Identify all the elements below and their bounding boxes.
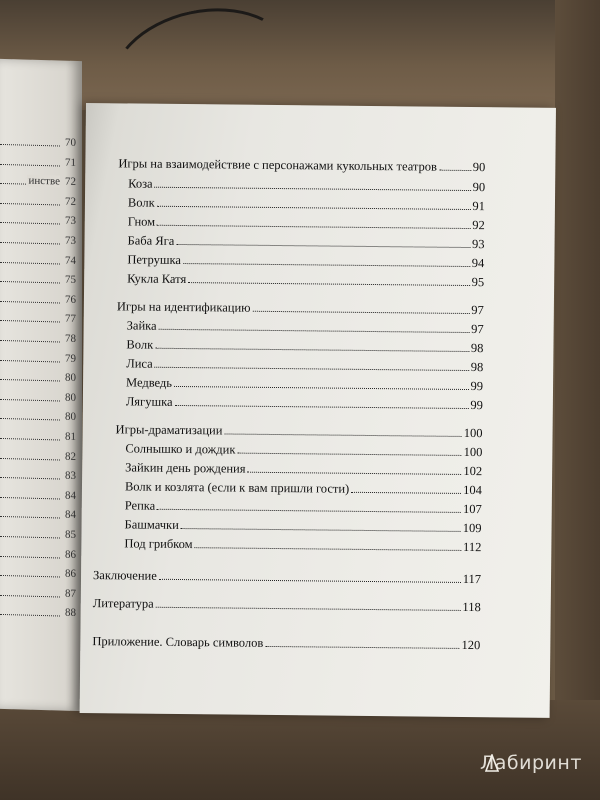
toc-entry-title: Репка bbox=[124, 498, 156, 513]
toc-entry bbox=[127, 230, 484, 252]
toc-entry bbox=[117, 296, 484, 318]
dot-leader bbox=[0, 536, 60, 539]
dot-leader bbox=[0, 595, 60, 598]
left-page-entry bbox=[0, 174, 82, 190]
left-page-entry-page: 80 bbox=[65, 411, 76, 424]
dot-leader bbox=[0, 438, 60, 441]
dot-leader bbox=[157, 225, 470, 229]
left-page-entry-page: 86 bbox=[65, 548, 76, 561]
dot-leader bbox=[237, 453, 461, 456]
dot-leader bbox=[0, 222, 60, 225]
toc-entry-title: Волк и козлята (если к вам пришли гости) bbox=[124, 479, 350, 496]
left-page-entry-page: 80 bbox=[65, 391, 76, 404]
left-page-entry-page: 80 bbox=[65, 371, 76, 385]
dot-leader bbox=[188, 282, 469, 286]
desk-background-top bbox=[0, 0, 600, 110]
toc-entry-title: Лягушка bbox=[125, 394, 173, 409]
left-page-entry-page: 72 bbox=[65, 175, 76, 189]
left-page-entry-page: 84 bbox=[65, 509, 76, 522]
toc-entry-page: 93 bbox=[471, 237, 485, 252]
left-page-entry-page: 75 bbox=[65, 273, 76, 287]
left-page-entry-page: 73 bbox=[65, 215, 76, 228]
toc-entry-page: 98 bbox=[470, 360, 484, 375]
toc-entry-title: Медведь bbox=[126, 375, 173, 390]
toc-entry bbox=[126, 353, 483, 375]
dot-leader bbox=[0, 144, 60, 147]
toc-entry-title: Волк bbox=[126, 337, 154, 352]
toc-entry-title: Коза bbox=[128, 176, 153, 191]
dot-leader bbox=[155, 367, 469, 371]
toc-entry-page: 90 bbox=[472, 180, 486, 195]
left-page-entry-page: 81 bbox=[65, 430, 76, 443]
dot-leader bbox=[252, 311, 469, 314]
left-page-entry-page: 70 bbox=[65, 136, 76, 149]
toc-entry bbox=[125, 438, 482, 460]
left-page-entry-page: 71 bbox=[65, 156, 76, 169]
left-page-entry bbox=[0, 351, 82, 367]
dot-leader bbox=[0, 242, 60, 245]
dot-leader bbox=[0, 477, 60, 480]
toc-entry-page: 90 bbox=[472, 160, 486, 175]
dot-leader bbox=[155, 348, 469, 352]
dot-leader bbox=[174, 386, 469, 390]
watermark: Лабиринт bbox=[480, 752, 582, 774]
dot-leader bbox=[181, 528, 461, 532]
toc-entry bbox=[128, 211, 485, 233]
left-page-entry bbox=[0, 311, 82, 327]
toc-entry bbox=[127, 315, 484, 337]
toc-entry-page: 120 bbox=[461, 637, 481, 653]
toc-entry-page: 100 bbox=[463, 425, 483, 441]
toc-entry bbox=[93, 593, 481, 615]
toc-entry-page: 97 bbox=[471, 303, 484, 318]
left-page-entry bbox=[0, 429, 82, 445]
left-page-entry bbox=[0, 253, 82, 269]
left-page-entry bbox=[0, 370, 82, 386]
toc-entry-title: Кукла Катя bbox=[127, 271, 187, 287]
left-page-entry bbox=[0, 507, 82, 523]
dot-leader bbox=[0, 203, 60, 206]
dot-leader bbox=[195, 547, 461, 551]
toc-entry-title: Зайка bbox=[126, 318, 157, 333]
toc-entry bbox=[125, 457, 482, 479]
dot-leader bbox=[157, 206, 471, 210]
toc-entry-title: Заключение bbox=[92, 568, 157, 583]
desk-background-right bbox=[555, 0, 600, 800]
left-page-entry bbox=[0, 449, 82, 465]
toc-entry-title: Литература bbox=[92, 596, 154, 611]
dot-leader bbox=[0, 360, 60, 363]
left-page-entry bbox=[0, 233, 82, 249]
toc-entry bbox=[126, 334, 483, 356]
toc-entry-title: Зайкин день рождения bbox=[125, 460, 246, 476]
toc-entry-page: 94 bbox=[471, 256, 485, 271]
toc-entry-page: 97 bbox=[471, 322, 484, 337]
toc-entry-title: Под грибком bbox=[124, 536, 193, 552]
dot-leader bbox=[0, 458, 60, 461]
left-page-entry bbox=[0, 605, 82, 621]
toc-entry bbox=[126, 372, 483, 394]
book-page bbox=[80, 103, 556, 718]
toc-entry bbox=[125, 495, 482, 517]
left-page-entry bbox=[0, 586, 82, 602]
dot-leader bbox=[183, 263, 470, 267]
dot-leader bbox=[159, 329, 470, 333]
toc-entry-page: 117 bbox=[462, 571, 482, 587]
left-page-entry-page: 82 bbox=[65, 450, 76, 463]
left-page-entry-page: 87 bbox=[65, 587, 76, 600]
dot-leader bbox=[0, 262, 60, 265]
left-page-entry-page: 72 bbox=[65, 195, 76, 208]
left-page-entry bbox=[0, 213, 82, 229]
toc-entry bbox=[128, 173, 485, 195]
toc-entry-title: Игры на идентификацию bbox=[116, 299, 251, 315]
dot-leader bbox=[0, 301, 60, 304]
toc-entry bbox=[128, 192, 485, 214]
toc-entry bbox=[116, 419, 483, 441]
toc-entry bbox=[126, 391, 483, 413]
dot-leader bbox=[0, 418, 60, 421]
dot-leader bbox=[0, 575, 60, 578]
toc-entry-title: Игры-драматизации bbox=[115, 422, 223, 438]
left-page bbox=[0, 59, 82, 711]
toc-entry-page: 104 bbox=[463, 482, 483, 498]
left-page-entry-page: 84 bbox=[65, 489, 76, 502]
toc-entry-page: 107 bbox=[462, 501, 482, 517]
dot-leader bbox=[157, 509, 461, 513]
left-page-entry bbox=[0, 527, 82, 543]
dot-leader bbox=[175, 405, 469, 409]
dot-leader bbox=[0, 340, 60, 343]
dot-leader bbox=[248, 472, 462, 475]
left-page-entry bbox=[0, 566, 82, 582]
toc-entry-page: 99 bbox=[470, 379, 484, 394]
dot-leader bbox=[0, 320, 60, 323]
left-page-entry-page: 73 bbox=[65, 234, 76, 247]
toc-entry bbox=[124, 533, 481, 555]
dot-leader bbox=[0, 614, 60, 617]
left-page-entry-page: 78 bbox=[65, 332, 76, 345]
left-page-entry-text: инстве bbox=[28, 174, 60, 188]
toc-entry-page: 112 bbox=[463, 539, 482, 555]
toc-entry-title: Игры на взаимодействие с персонажами кукольных театров bbox=[118, 156, 438, 174]
dot-leader bbox=[155, 187, 471, 191]
left-page-entry bbox=[0, 409, 82, 425]
left-page-entry bbox=[0, 547, 82, 563]
toc-entry bbox=[125, 514, 482, 536]
dot-leader bbox=[159, 579, 461, 583]
toc-entry-page: 102 bbox=[463, 463, 483, 479]
dot-leader bbox=[0, 379, 60, 382]
toc-entry-title: Приложение. Словарь символов bbox=[92, 634, 264, 650]
dot-leader bbox=[176, 244, 470, 248]
toc-entry-page: 109 bbox=[462, 520, 482, 536]
left-page-entry-page: 88 bbox=[65, 607, 76, 620]
toc-entry-page: 118 bbox=[462, 599, 481, 615]
left-page-entry bbox=[0, 135, 82, 151]
toc-entry bbox=[127, 249, 484, 271]
left-page-entry-page: 83 bbox=[65, 469, 76, 483]
left-page-entry bbox=[0, 488, 82, 504]
dot-leader bbox=[0, 164, 60, 167]
toc-entry bbox=[127, 268, 484, 290]
toc-entry-page: 99 bbox=[470, 398, 483, 413]
toc-entry-title: Гном bbox=[127, 214, 156, 229]
toc-entry-title: Солнышко и дождик bbox=[125, 441, 236, 457]
toc-entry-page: 91 bbox=[472, 199, 486, 214]
dot-leader bbox=[0, 556, 60, 559]
dot-leader bbox=[0, 281, 60, 284]
dot-leader bbox=[265, 646, 459, 649]
toc-entry-page: 98 bbox=[470, 341, 484, 356]
dot-leader bbox=[0, 497, 60, 500]
dot-leader bbox=[351, 492, 461, 494]
toc-entry-page: 100 bbox=[463, 444, 483, 460]
left-page-entry bbox=[0, 468, 82, 484]
left-page-entry-page: 76 bbox=[65, 293, 76, 306]
dot-leader bbox=[0, 516, 60, 519]
dot-leader bbox=[224, 433, 461, 436]
left-page-entry bbox=[0, 292, 82, 308]
left-page-entry bbox=[0, 194, 82, 210]
left-page-entry bbox=[0, 155, 82, 171]
toc-entry-page: 95 bbox=[471, 275, 485, 290]
left-page-entry bbox=[0, 272, 82, 288]
dot-leader bbox=[0, 399, 60, 402]
dot-leader bbox=[439, 170, 471, 171]
dot-leader bbox=[156, 607, 461, 611]
left-page-entry-page: 77 bbox=[65, 313, 76, 326]
toc-entry-page: 92 bbox=[472, 218, 485, 233]
toc-entry-title: Баба Яга bbox=[127, 233, 175, 248]
toc-entry bbox=[118, 153, 485, 175]
left-page-entry-page: 74 bbox=[65, 254, 76, 267]
left-page-entry bbox=[0, 390, 82, 406]
left-page-entry-page: 79 bbox=[65, 352, 76, 365]
toc-entry-title: Волк bbox=[127, 195, 155, 210]
toc-entry-title: Башмачки bbox=[124, 517, 179, 532]
left-page-entry bbox=[0, 331, 82, 347]
toc-entry bbox=[93, 565, 481, 587]
left-page-entry-page: 85 bbox=[65, 528, 76, 541]
toc-entry bbox=[92, 631, 480, 653]
toc-entry-title: Петрушка bbox=[127, 252, 182, 268]
toc-entry bbox=[125, 476, 482, 498]
toc-entry-title: Лиса bbox=[126, 356, 153, 371]
left-page-entry-page: 86 bbox=[65, 567, 76, 581]
